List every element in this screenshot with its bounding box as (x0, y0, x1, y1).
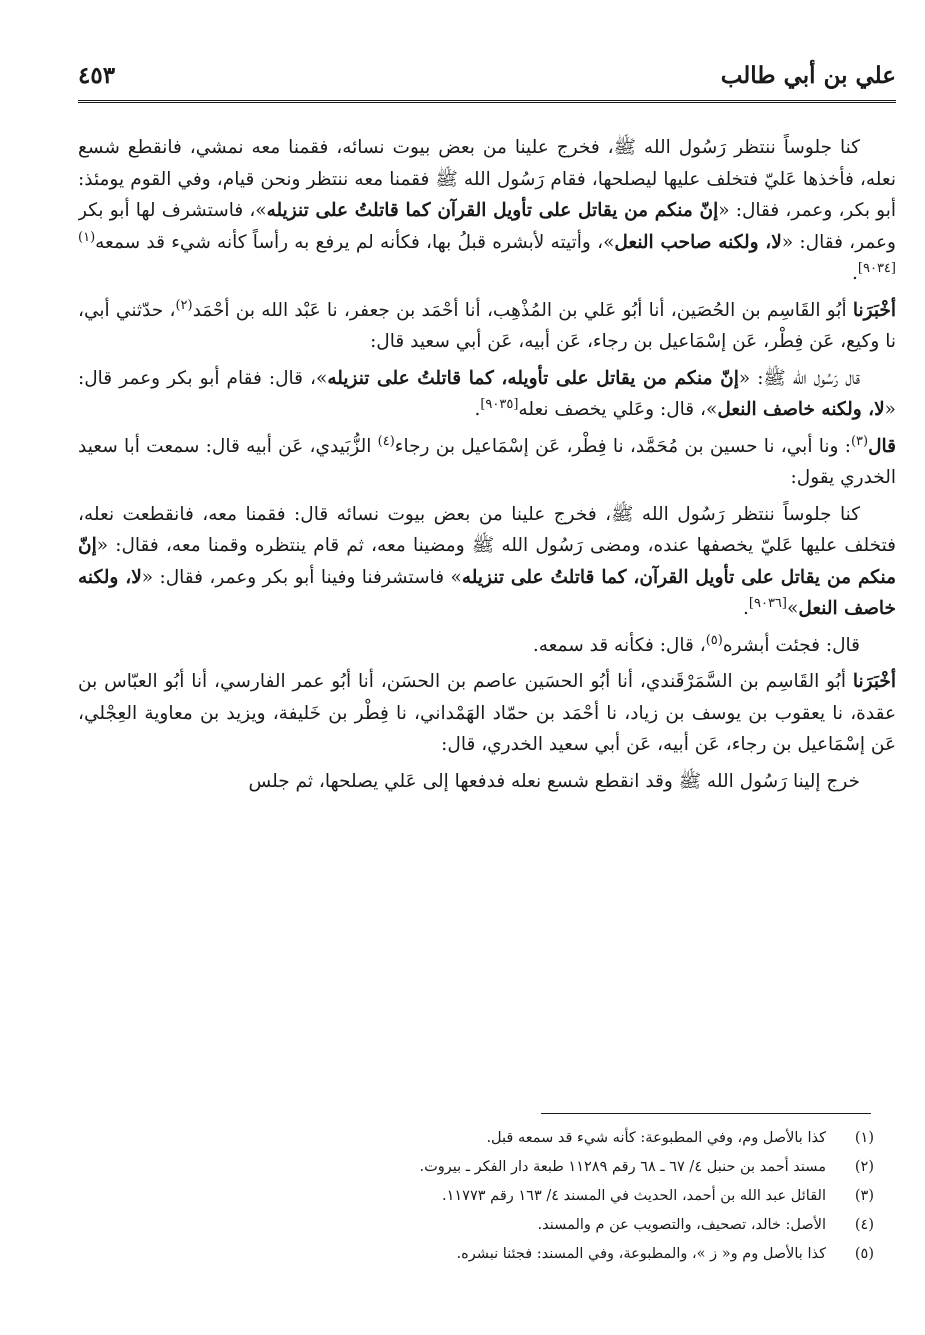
footnote-text: مسند أحمد بن حنبل ٤/ ٦٧ ـ ٦٨ رقم ١١٢٨٩ طبعة دار الفكر ـ بيروت. (419, 1159, 826, 1175)
hadith-quote: لا، ولكنه صاحب النعل (614, 231, 782, 253)
text-segment: خرج إلينا رَسُول الله ﷺ وقد انقطع شسع نعله فدفعها إلى عَلي يصلحها، ثم جلس (248, 770, 860, 792)
footnote (78, 1124, 896, 1153)
footnote-text: كذا بالأصل وم، وفي المطبوعة: كأنه شيء قد سمعه قبل. (486, 1130, 826, 1146)
footnote-text: كذا بالأصل وم و« ز »، والمطبوعة، وفي المسند: فجئنا نبشره. (456, 1246, 826, 1262)
footnote (78, 1240, 896, 1269)
paragraph (78, 666, 896, 761)
hadith-quote: إنّ منكم من يقاتل على تأويل القرآن، كما قاتلتُ على تنزيله (78, 535, 896, 588)
header-rule (78, 100, 896, 103)
reference-marker: [٩٠٣٥] (480, 396, 519, 412)
paragraph (78, 431, 896, 494)
hadith-quote: لا، ولكنه خاصف النعل (717, 399, 885, 420)
footnote-text: الأصل: خالد، تصحيف، والتصويب عن م والمسند. (537, 1217, 826, 1233)
text-segment: »، قال: وعَلي يخصف نعله (518, 399, 718, 420)
footnotes (78, 1124, 896, 1269)
paragraph (78, 132, 896, 290)
text-segment: . (852, 263, 858, 284)
text-segment: »، قال: فقام أبو بكر وعمر قال: « (78, 367, 896, 420)
text-segment: » (787, 598, 799, 619)
reference-marker: [٩٠٣٦] (748, 595, 787, 611)
reference-marker: (٥) (705, 632, 723, 648)
text-segment: » فاستشرفنا وفينا أبو بكر وعمر، فقال: « (141, 566, 462, 588)
hadith-quote: إنّ منكم من يقاتل على تأويله، كما قاتلتُ على تنزيله (327, 367, 739, 389)
isnad-lead-word: أخْبَرَنا (852, 299, 896, 321)
footnote (78, 1182, 896, 1211)
paragraph (78, 295, 896, 358)
paragraph (78, 766, 896, 798)
footnote-number: (٤) (854, 1217, 874, 1233)
reference-marker: (٣) (850, 433, 869, 449)
footnote-number: (٢) (854, 1159, 874, 1175)
footnote-text: القائل عبد الله بن أحمد، الحديث في المسند ٤/ ١٦٣ رقم ١١٧٧٣. (442, 1188, 826, 1204)
running-header (78, 58, 896, 98)
text-segment: قال: فجئت أبشره (722, 634, 860, 656)
reference-marker: (١) (78, 229, 96, 245)
text-segment: »، فاستشرف لها أبو بكر وعمر، فقال: « (78, 200, 896, 253)
paragraph (78, 363, 896, 426)
text-segment: أبُو القَاسِم بن الحُصَين، أنا أبُو عَلي بن المُذْهِب، أنا أحْمَد بن جعفر، نا عَبْد الله بن أحْمَد (192, 299, 853, 321)
text-segment: »، وأتيته لأبشره قبلُ بها، فكأنه لم يرفع به رأساً كأنه شيء قد سمعه (95, 231, 615, 253)
page-number: ٤٥٣ (78, 62, 116, 89)
header-title: علي بن أبي طالب (720, 62, 896, 89)
text-segment: كنا جلوساً ننتظر رَسُول الله ﷺ، فخرج علينا من بعض بيوت نسائه، فقمنا معه نمشي، فانقطع شسع نعله، فأخذها عَليّ فتخلف عليها ليصلحها، فقام رَسُول الله ﷺ فقمنا معه ننتظر ونحن قيام، وفي القوم يومئذ: أبو بكر، وعمر، فقال: « (78, 137, 896, 221)
text-segment: قال رَسُول الله ﷺ: « (738, 367, 860, 389)
text-segment: . (743, 598, 749, 619)
reference-marker: (٤) (377, 433, 395, 449)
footnote-number: (٥) (854, 1246, 874, 1262)
isnad-lead-word: أخْبَرَنا (852, 671, 896, 692)
isnad-lead-word: قال (868, 435, 896, 457)
text-segment: . (474, 399, 481, 420)
text-segment: : ونا أبي، نا حسين بن مُحَمَّد، نا فِطْر، عَن إسْمَاعيل بن رجاء (394, 435, 851, 457)
footnote-separator (541, 1113, 871, 1114)
text-segment: ، حدّثني أبي، نا وكيع، عَن فِطْر، عَن إسْمَاعيل بن رجاء، عَن أبيه، عَن أبي سعيد قال: (78, 299, 896, 352)
reference-marker: (٢) (175, 297, 193, 313)
hadith-quote: لا، ولكنه خاصف النعل (78, 566, 896, 619)
text-segment: أبُو القَاسِم بن السَّمَرْقَندي، أنا أبُو الحسَين عاصم بن الحسَن، أنا أبُو عمر الفارسي، أنا أبُو العبّاس بن عقدة، نا يعقوب بن يوسف بن زياد، نا أحْمَد بن حمّاد الهَمْداني، نا فِطْر بن خَليفة، ويزيد بن معاوية العِجْلي، عَن إسْمَاعيل بن رجاء، عَن أبيه، عَن أبي سعيد الخدري، قال: (78, 671, 896, 755)
paragraph (78, 499, 896, 625)
hadith-quote: إنّ منكم من يقاتل على تأويل القرآن كما قاتلتُ على تنزيله (266, 200, 719, 221)
text-segment: ، قال: فكأنه قد سمعه. (532, 634, 706, 656)
footnote (78, 1211, 896, 1240)
paragraph (78, 630, 896, 662)
footnote (78, 1153, 896, 1182)
text-segment: كنا جلوساً ننتظر رَسُول الله ﷺ، فخرج علينا من بعض بيوت نسائه قال: فقمنا معه، فانقطعت نعله، فتخلف عليها عَليّ يخصفها عنده، ومضى رَسُول الله ﷺ ومضينا معه، ثم قام ينتظره وقمنا معه، فقال: « (78, 503, 896, 556)
footnote-number: (١) (854, 1130, 874, 1146)
reference-marker: [٩٠٣٤] (857, 260, 896, 276)
text-segment: الزُّبَيدي، عَن أبيه قال: سمعت أبا سعيد الخدري يقول: (78, 435, 896, 488)
footnote-number: (٣) (854, 1188, 874, 1204)
body-text (78, 132, 896, 1082)
